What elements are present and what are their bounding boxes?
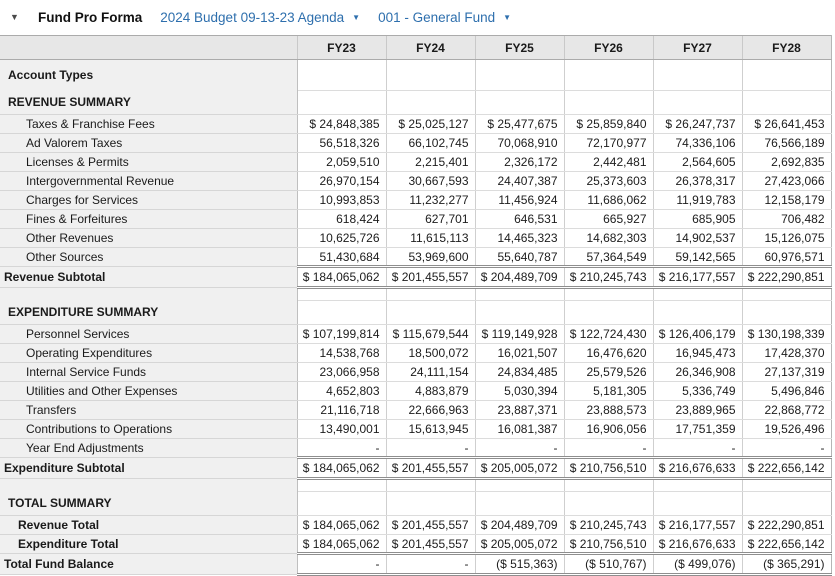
collapse-panel-icon[interactable]: ▼ xyxy=(10,12,19,22)
cell-licenses-permits-fy24: 2,215,401 xyxy=(386,153,475,172)
cell-personnel-services-fy23: $ 107,199,814 xyxy=(297,325,386,344)
cell-other-sources-fy28: 60,976,571 xyxy=(742,248,831,267)
toolbar xyxy=(0,0,835,34)
cell-account-types-fy26 xyxy=(564,60,653,91)
cell-spacer-1-fy25 xyxy=(475,288,564,301)
cell-total-fund-balance-fy23: - xyxy=(297,554,386,575)
cell-spacer-2-fy27 xyxy=(653,479,742,492)
cell-spacer-1-fy24 xyxy=(386,288,475,301)
column-header-fy23: FY23 xyxy=(297,36,386,60)
cell-revenue-subtotal-fy25: $ 204,489,709 xyxy=(475,267,564,288)
cell-utilities-other-expenses-fy27: 5,336,749 xyxy=(653,382,742,401)
row-spacer-2 xyxy=(0,479,831,492)
row-revenue-subtotal xyxy=(0,267,831,288)
row-label: Other Sources xyxy=(0,248,297,267)
page-title: Fund Pro Forma xyxy=(38,9,143,25)
cell-transfers-fy25: 23,887,371 xyxy=(475,401,564,420)
cell-revenue-summary-fy28 xyxy=(742,91,831,115)
row-label: Account Types xyxy=(0,60,297,91)
cell-personnel-services-fy26: $ 122,724,430 xyxy=(564,325,653,344)
cell-spacer-1-fy28 xyxy=(742,288,831,301)
cell-revenue-summary-fy26 xyxy=(564,91,653,115)
row-spacer-1 xyxy=(0,288,831,301)
cell-expenditure-total-fy28: $ 222,656,142 xyxy=(742,535,831,554)
row-internal-service-funds xyxy=(0,363,831,382)
cell-expenditure-subtotal-fy26: $ 210,756,510 xyxy=(564,458,653,479)
row-operating-expenditures xyxy=(0,344,831,363)
cell-ad-valorem-taxes-fy28: 76,566,189 xyxy=(742,134,831,153)
row-ad-valorem-taxes xyxy=(0,134,831,153)
cell-expenditure-summary-fy25 xyxy=(475,301,564,325)
fund-dropdown-label: 001 - General Fund xyxy=(378,9,496,25)
cell-spacer-1-fy26 xyxy=(564,288,653,301)
row-label: Utilities and Other Expenses xyxy=(0,382,297,401)
row-label xyxy=(0,288,297,301)
cell-revenue-subtotal-fy23: $ 184,065,062 xyxy=(297,267,386,288)
cell-taxes-franchise-fees-fy28: $ 26,641,453 xyxy=(742,115,831,134)
cell-utilities-other-expenses-fy25: 5,030,394 xyxy=(475,382,564,401)
cell-internal-service-funds-fy26: 25,579,526 xyxy=(564,363,653,382)
cell-revenue-total-fy26: $ 210,245,743 xyxy=(564,516,653,535)
row-fines-forfeitures xyxy=(0,210,831,229)
cell-revenue-subtotal-fy27: $ 216,177,557 xyxy=(653,267,742,288)
cell-licenses-permits-fy26: 2,442,481 xyxy=(564,153,653,172)
table-body xyxy=(0,60,831,575)
cell-total-summary-fy27 xyxy=(653,492,742,516)
cell-utilities-other-expenses-fy28: 5,496,846 xyxy=(742,382,831,401)
row-label: Revenue Total xyxy=(0,516,297,535)
cell-expenditure-total-fy27: $ 216,676,633 xyxy=(653,535,742,554)
cell-expenditure-subtotal-fy25: $ 205,005,072 xyxy=(475,458,564,479)
cell-spacer-2-fy24 xyxy=(386,479,475,492)
cell-expenditure-subtotal-fy27: $ 216,676,633 xyxy=(653,458,742,479)
pro-forma-table xyxy=(0,35,832,576)
row-label: Operating Expenditures xyxy=(0,344,297,363)
cell-other-revenues-fy26: 14,682,303 xyxy=(564,229,653,248)
cell-expenditure-total-fy23: $ 184,065,062 xyxy=(297,535,386,554)
cell-revenue-total-fy25: $ 204,489,709 xyxy=(475,516,564,535)
cell-licenses-permits-fy25: 2,326,172 xyxy=(475,153,564,172)
cell-operating-expenditures-fy23: 14,538,768 xyxy=(297,344,386,363)
cell-account-types-fy24 xyxy=(386,60,475,91)
row-total-fund-balance xyxy=(0,554,831,575)
cell-ad-valorem-taxes-fy26: 72,170,977 xyxy=(564,134,653,153)
row-label: REVENUE SUMMARY xyxy=(0,91,297,115)
cell-intergovernmental-revenue-fy26: 25,373,603 xyxy=(564,172,653,191)
row-label: Charges for Services xyxy=(0,191,297,210)
cell-spacer-2-fy26 xyxy=(564,479,653,492)
cell-charges-for-services-fy26: 11,686,062 xyxy=(564,191,653,210)
chevron-down-icon: ▼ xyxy=(352,12,361,22)
column-header-fy27: FY27 xyxy=(653,36,742,60)
row-charges-for-services xyxy=(0,191,831,210)
cell-transfers-fy23: 21,116,718 xyxy=(297,401,386,420)
row-expenditure-subtotal xyxy=(0,458,831,479)
cell-year-end-adjustments-fy28: - xyxy=(742,439,831,458)
cell-personnel-services-fy25: $ 119,149,928 xyxy=(475,325,564,344)
row-taxes-franchise-fees xyxy=(0,115,831,134)
row-expenditure-total xyxy=(0,535,831,554)
cell-revenue-summary-fy27 xyxy=(653,91,742,115)
cell-fines-forfeitures-fy27: 685,905 xyxy=(653,210,742,229)
cell-account-types-fy23 xyxy=(297,60,386,91)
row-label: TOTAL SUMMARY xyxy=(0,492,297,516)
header-corner-cell xyxy=(0,36,297,60)
cell-internal-service-funds-fy25: 24,834,485 xyxy=(475,363,564,382)
cell-revenue-total-fy27: $ 216,177,557 xyxy=(653,516,742,535)
cell-revenue-summary-fy25 xyxy=(475,91,564,115)
cell-operating-expenditures-fy28: 17,428,370 xyxy=(742,344,831,363)
cell-contributions-to-operations-fy24: 15,613,945 xyxy=(386,420,475,439)
cell-charges-for-services-fy27: 11,919,783 xyxy=(653,191,742,210)
cell-spacer-2-fy23 xyxy=(297,479,386,492)
cell-total-summary-fy26 xyxy=(564,492,653,516)
cell-intergovernmental-revenue-fy24: 30,667,593 xyxy=(386,172,475,191)
cell-utilities-other-expenses-fy26: 5,181,305 xyxy=(564,382,653,401)
cell-expenditure-subtotal-fy28: $ 222,656,142 xyxy=(742,458,831,479)
cell-revenue-summary-fy23 xyxy=(297,91,386,115)
cell-contributions-to-operations-fy25: 16,081,387 xyxy=(475,420,564,439)
row-label: Personnel Services xyxy=(0,325,297,344)
cell-taxes-franchise-fees-fy26: $ 25,859,840 xyxy=(564,115,653,134)
cell-revenue-total-fy28: $ 222,290,851 xyxy=(742,516,831,535)
cell-internal-service-funds-fy24: 24,111,154 xyxy=(386,363,475,382)
row-expenditure-summary xyxy=(0,301,831,325)
row-label: Fines & Forfeitures xyxy=(0,210,297,229)
cell-total-summary-fy25 xyxy=(475,492,564,516)
cell-transfers-fy24: 22,666,963 xyxy=(386,401,475,420)
row-contributions-to-operations xyxy=(0,420,831,439)
cell-operating-expenditures-fy26: 16,476,620 xyxy=(564,344,653,363)
cell-year-end-adjustments-fy23: - xyxy=(297,439,386,458)
row-label: Internal Service Funds xyxy=(0,363,297,382)
cell-fines-forfeitures-fy23: 618,424 xyxy=(297,210,386,229)
cell-transfers-fy28: 22,868,772 xyxy=(742,401,831,420)
cell-expenditure-total-fy25: $ 205,005,072 xyxy=(475,535,564,554)
cell-fines-forfeitures-fy25: 646,531 xyxy=(475,210,564,229)
cell-expenditure-total-fy24: $ 201,455,557 xyxy=(386,535,475,554)
cell-contributions-to-operations-fy27: 17,751,359 xyxy=(653,420,742,439)
cell-expenditure-summary-fy24 xyxy=(386,301,475,325)
chevron-down-icon: ▼ xyxy=(503,12,512,22)
row-label: Expenditure Total xyxy=(0,535,297,554)
row-revenue-total xyxy=(0,516,831,535)
cell-other-revenues-fy27: 14,902,537 xyxy=(653,229,742,248)
cell-expenditure-subtotal-fy23: $ 184,065,062 xyxy=(297,458,386,479)
row-other-sources xyxy=(0,248,831,267)
cell-ad-valorem-taxes-fy27: 74,336,106 xyxy=(653,134,742,153)
cell-year-end-adjustments-fy25: - xyxy=(475,439,564,458)
cell-internal-service-funds-fy28: 27,137,319 xyxy=(742,363,831,382)
cell-total-fund-balance-fy25: ($ 515,363) xyxy=(475,554,564,575)
cell-taxes-franchise-fees-fy23: $ 24,848,385 xyxy=(297,115,386,134)
cell-fines-forfeitures-fy24: 627,701 xyxy=(386,210,475,229)
row-label: Year End Adjustments xyxy=(0,439,297,458)
cell-internal-service-funds-fy27: 26,346,908 xyxy=(653,363,742,382)
cell-charges-for-services-fy23: 10,993,853 xyxy=(297,191,386,210)
cell-revenue-subtotal-fy28: $ 222,290,851 xyxy=(742,267,831,288)
row-label: Revenue Subtotal xyxy=(0,267,297,288)
cell-total-fund-balance-fy28: ($ 365,291) xyxy=(742,554,831,575)
column-header-row xyxy=(0,36,831,60)
cell-expenditure-summary-fy28 xyxy=(742,301,831,325)
cell-expenditure-subtotal-fy24: $ 201,455,557 xyxy=(386,458,475,479)
column-header-fy24: FY24 xyxy=(386,36,475,60)
cell-utilities-other-expenses-fy24: 4,883,879 xyxy=(386,382,475,401)
column-header-fy28: FY28 xyxy=(742,36,831,60)
cell-expenditure-summary-fy27 xyxy=(653,301,742,325)
cell-personnel-services-fy24: $ 115,679,544 xyxy=(386,325,475,344)
cell-total-fund-balance-fy27: ($ 499,076) xyxy=(653,554,742,575)
cell-operating-expenditures-fy24: 18,500,072 xyxy=(386,344,475,363)
row-label: Taxes & Franchise Fees xyxy=(0,115,297,134)
fund-dropdown[interactable] xyxy=(378,10,511,25)
cell-utilities-other-expenses-fy23: 4,652,803 xyxy=(297,382,386,401)
cell-ad-valorem-taxes-fy25: 70,068,910 xyxy=(475,134,564,153)
cell-other-sources-fy27: 59,142,565 xyxy=(653,248,742,267)
row-transfers xyxy=(0,401,831,420)
cell-other-sources-fy23: 51,430,684 xyxy=(297,248,386,267)
cell-intergovernmental-revenue-fy23: 26,970,154 xyxy=(297,172,386,191)
row-label: Transfers xyxy=(0,401,297,420)
cell-total-summary-fy23 xyxy=(297,492,386,516)
cell-total-fund-balance-fy26: ($ 510,767) xyxy=(564,554,653,575)
cell-internal-service-funds-fy23: 23,066,958 xyxy=(297,363,386,382)
row-revenue-summary xyxy=(0,91,831,115)
cell-ad-valorem-taxes-fy24: 66,102,745 xyxy=(386,134,475,153)
cell-spacer-1-fy23 xyxy=(297,288,386,301)
row-label: Ad Valorem Taxes xyxy=(0,134,297,153)
cell-charges-for-services-fy28: 12,158,179 xyxy=(742,191,831,210)
cell-charges-for-services-fy25: 11,456,924 xyxy=(475,191,564,210)
cell-expenditure-total-fy26: $ 210,756,510 xyxy=(564,535,653,554)
row-total-summary xyxy=(0,492,831,516)
row-intergovernmental-revenue xyxy=(0,172,831,191)
cell-operating-expenditures-fy25: 16,021,507 xyxy=(475,344,564,363)
row-utilities-other-expenses xyxy=(0,382,831,401)
cell-contributions-to-operations-fy26: 16,906,056 xyxy=(564,420,653,439)
cell-expenditure-summary-fy23 xyxy=(297,301,386,325)
cell-year-end-adjustments-fy27: - xyxy=(653,439,742,458)
cell-taxes-franchise-fees-fy25: $ 25,477,675 xyxy=(475,115,564,134)
cell-expenditure-summary-fy26 xyxy=(564,301,653,325)
cell-revenue-total-fy24: $ 201,455,557 xyxy=(386,516,475,535)
cell-year-end-adjustments-fy26: - xyxy=(564,439,653,458)
cell-intergovernmental-revenue-fy28: 27,423,066 xyxy=(742,172,831,191)
table-head xyxy=(0,36,831,60)
cell-revenue-summary-fy24 xyxy=(386,91,475,115)
row-personnel-services xyxy=(0,325,831,344)
cell-taxes-franchise-fees-fy27: $ 26,247,737 xyxy=(653,115,742,134)
cell-revenue-subtotal-fy26: $ 210,245,743 xyxy=(564,267,653,288)
cell-taxes-franchise-fees-fy24: $ 25,025,127 xyxy=(386,115,475,134)
row-account-types xyxy=(0,60,831,91)
cell-intergovernmental-revenue-fy27: 26,378,317 xyxy=(653,172,742,191)
cell-total-fund-balance-fy24: - xyxy=(386,554,475,575)
cell-fines-forfeitures-fy26: 665,927 xyxy=(564,210,653,229)
row-label: Intergovernmental Revenue xyxy=(0,172,297,191)
cell-other-revenues-fy24: 11,615,113 xyxy=(386,229,475,248)
cell-year-end-adjustments-fy24: - xyxy=(386,439,475,458)
cell-other-sources-fy25: 55,640,787 xyxy=(475,248,564,267)
row-label: Other Revenues xyxy=(0,229,297,248)
budget-version-dropdown-label: 2024 Budget 09-13-23 Agenda xyxy=(160,9,345,25)
row-label: EXPENDITURE SUMMARY xyxy=(0,301,297,325)
cell-spacer-1-fy27 xyxy=(653,288,742,301)
cell-contributions-to-operations-fy23: 13,490,001 xyxy=(297,420,386,439)
cell-other-sources-fy26: 57,364,549 xyxy=(564,248,653,267)
cell-revenue-subtotal-fy24: $ 201,455,557 xyxy=(386,267,475,288)
cell-personnel-services-fy27: $ 126,406,179 xyxy=(653,325,742,344)
row-licenses-permits xyxy=(0,153,831,172)
cell-account-types-fy28 xyxy=(742,60,831,91)
cell-revenue-total-fy23: $ 184,065,062 xyxy=(297,516,386,535)
cell-personnel-services-fy28: $ 130,198,339 xyxy=(742,325,831,344)
cell-licenses-permits-fy27: 2,564,605 xyxy=(653,153,742,172)
cell-intergovernmental-revenue-fy25: 24,407,387 xyxy=(475,172,564,191)
column-header-fy25: FY25 xyxy=(475,36,564,60)
cell-charges-for-services-fy24: 11,232,277 xyxy=(386,191,475,210)
cell-other-revenues-fy28: 15,126,075 xyxy=(742,229,831,248)
cell-account-types-fy25 xyxy=(475,60,564,91)
row-other-revenues xyxy=(0,229,831,248)
cell-total-summary-fy24 xyxy=(386,492,475,516)
cell-licenses-permits-fy23: 2,059,510 xyxy=(297,153,386,172)
cell-other-revenues-fy23: 10,625,726 xyxy=(297,229,386,248)
cell-transfers-fy26: 23,888,573 xyxy=(564,401,653,420)
cell-account-types-fy27 xyxy=(653,60,742,91)
cell-contributions-to-operations-fy28: 19,526,496 xyxy=(742,420,831,439)
row-label: Licenses & Permits xyxy=(0,153,297,172)
cell-spacer-2-fy28 xyxy=(742,479,831,492)
row-year-end-adjustments xyxy=(0,439,831,458)
cell-spacer-2-fy25 xyxy=(475,479,564,492)
row-label: Contributions to Operations xyxy=(0,420,297,439)
budget-version-dropdown[interactable] xyxy=(160,10,360,25)
row-label: Expenditure Subtotal xyxy=(0,458,297,479)
row-label: Total Fund Balance xyxy=(0,554,297,575)
cell-transfers-fy27: 23,889,965 xyxy=(653,401,742,420)
cell-licenses-permits-fy28: 2,692,835 xyxy=(742,153,831,172)
cell-ad-valorem-taxes-fy23: 56,518,326 xyxy=(297,134,386,153)
cell-operating-expenditures-fy27: 16,945,473 xyxy=(653,344,742,363)
cell-other-revenues-fy25: 14,465,323 xyxy=(475,229,564,248)
cell-other-sources-fy24: 53,969,600 xyxy=(386,248,475,267)
cell-fines-forfeitures-fy28: 706,482 xyxy=(742,210,831,229)
cell-total-summary-fy28 xyxy=(742,492,831,516)
column-header-fy26: FY26 xyxy=(564,36,653,60)
row-label xyxy=(0,479,297,492)
